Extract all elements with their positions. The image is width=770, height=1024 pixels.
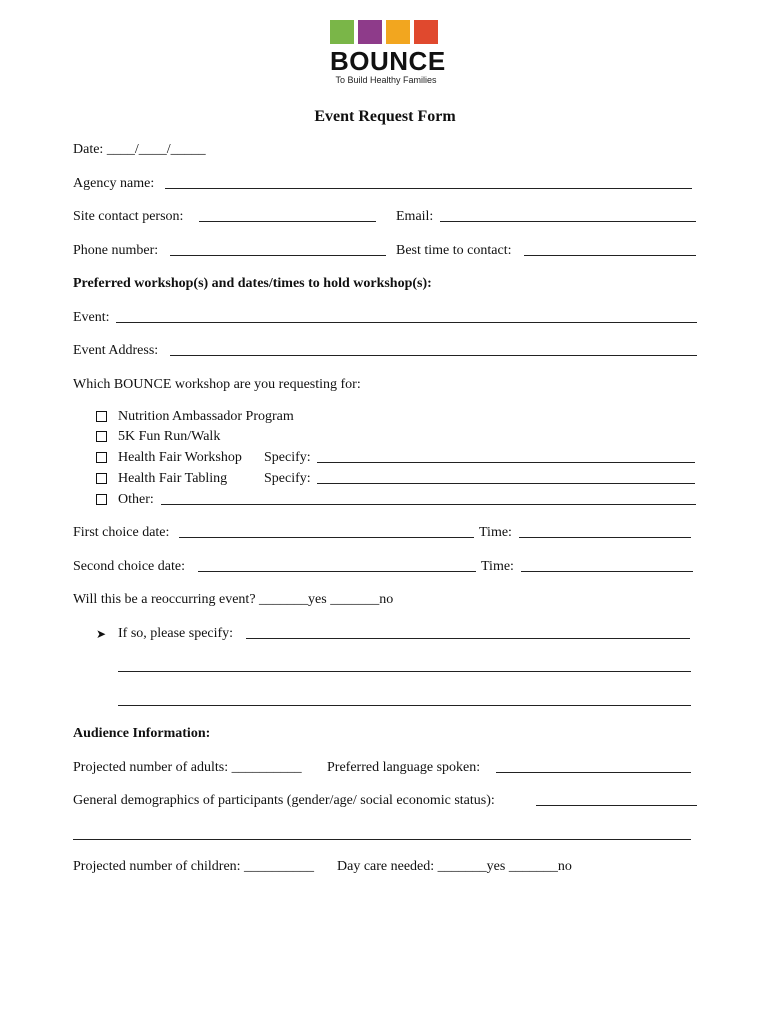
if-so-specify-label: If so, please specify: (118, 626, 234, 641)
projected-children-label: Projected number of children: __________ (73, 859, 315, 874)
site-contact-field[interactable] (199, 221, 376, 222)
checkbox-5k-fun-run[interactable] (96, 431, 107, 442)
email-field[interactable] (440, 221, 696, 222)
if-so-specify-field-1[interactable] (246, 638, 690, 639)
event-address-field[interactable] (170, 355, 697, 356)
checkbox-nutrition-ambassador[interactable] (96, 411, 107, 422)
event-label: Event: (73, 310, 110, 325)
tabling-specify-label: Specify: (264, 471, 311, 486)
day-care-needed-label: Day care needed: _______yes _______no (337, 859, 572, 874)
checkbox-health-fair-workshop[interactable] (96, 452, 107, 463)
demographics-field-2[interactable] (73, 839, 691, 840)
agency-name-field[interactable] (165, 188, 692, 189)
other-field[interactable] (161, 504, 696, 505)
email-label: Email: (396, 209, 434, 224)
option-health-fair-tabling: Health Fair Tabling (118, 471, 228, 486)
best-time-field[interactable] (524, 255, 696, 256)
phone-number-label: Phone number: (73, 243, 159, 258)
event-field[interactable] (116, 322, 697, 323)
workshop-specify-field[interactable] (317, 462, 695, 463)
demographics-field-1[interactable] (536, 805, 697, 806)
second-choice-date-field[interactable] (198, 571, 476, 572)
option-5k-fun-run: 5K Fun Run/Walk (118, 429, 221, 444)
preferred-language-label: Preferred language spoken: (327, 760, 481, 775)
projected-adults-label: Projected number of adults: __________ (73, 760, 302, 775)
second-choice-time-field[interactable] (521, 571, 693, 572)
first-choice-time-field[interactable] (519, 537, 691, 538)
best-time-label: Best time to contact: (396, 243, 512, 258)
second-choice-date-label: Second choice date: (73, 559, 185, 574)
phone-number-field[interactable] (170, 255, 386, 256)
first-choice-date-label: First choice date: (73, 525, 170, 540)
logo-square-purple (358, 20, 382, 44)
event-address-label: Event Address: (73, 343, 159, 358)
logo-square-green (330, 20, 354, 44)
first-choice-date-field[interactable] (179, 537, 474, 538)
reoccurring-event-label: Will this be a reoccurring event? _______yes _______no (73, 592, 394, 607)
option-other: Other: (118, 492, 154, 507)
agency-name-label: Agency name: (73, 176, 155, 191)
option-nutrition-ambassador: Nutrition Ambassador Program (118, 409, 294, 424)
audience-information-heading: Audience Information: (73, 726, 211, 741)
second-choice-time-label: Time: (481, 559, 514, 574)
if-so-specify-field-2[interactable] (118, 671, 691, 672)
logo-square-orange (386, 20, 410, 44)
workshop-specify-label: Specify: (264, 450, 311, 465)
preferred-workshops-heading: Preferred workshop(s) and dates/times to hold workshop(s): (73, 276, 432, 291)
logo-name: BOUNCE (330, 46, 446, 76)
date-label: Date: ____/____/_____ (73, 142, 206, 157)
checkbox-other[interactable] (96, 494, 107, 505)
demographics-label: General demographics of participants (gender/age/ social economic status): (73, 793, 495, 808)
which-workshop-label: Which BOUNCE workshop are you requesting for: (73, 377, 361, 392)
preferred-language-field[interactable] (496, 772, 691, 773)
checkbox-health-fair-tabling[interactable] (96, 473, 107, 484)
form-title: Event Request Form (314, 108, 456, 125)
arrow-bullet-icon: ➤ (96, 627, 107, 641)
logo-square-red (414, 20, 438, 44)
option-health-fair-workshop: Health Fair Workshop (118, 450, 242, 465)
if-so-specify-field-3[interactable] (118, 705, 691, 706)
tabling-specify-field[interactable] (317, 483, 695, 484)
site-contact-label: Site contact person: (73, 209, 184, 224)
logo-tagline: To Build Healthy Families (335, 75, 437, 85)
bounce-logo (330, 20, 446, 86)
first-choice-time-label: Time: (479, 525, 512, 540)
